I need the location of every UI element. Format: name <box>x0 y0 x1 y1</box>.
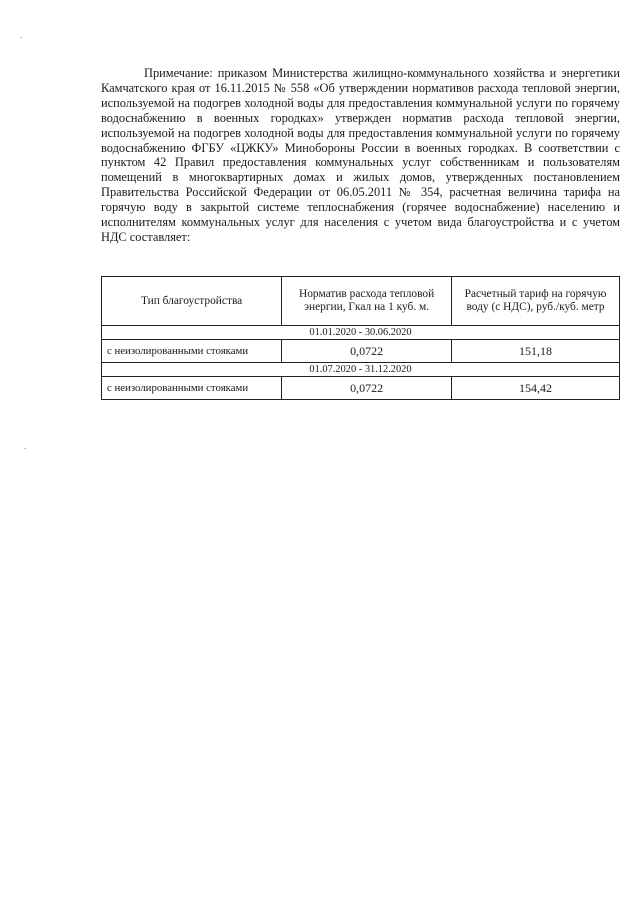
header-norm: Норматив расхода тепловой энергии, Гкал на 1 куб. м. <box>282 277 452 326</box>
cell-tariff: 154,42 <box>452 377 620 400</box>
cell-type: с неизолированными стояками <box>102 377 282 400</box>
period-label: 01.01.2020 - 30.06.2020 <box>102 326 620 340</box>
cell-type: с неизолированными стояками <box>102 340 282 363</box>
header-tariff: Расчетный тариф на горячую воду (с НДС), руб./куб. метр <box>452 277 620 326</box>
tariff-table <box>101 276 620 400</box>
scan-speck <box>24 448 26 449</box>
scan-speck <box>20 37 22 38</box>
header-type: Тип благоустройства <box>102 277 282 326</box>
cell-norm: 0,0722 <box>282 377 452 400</box>
table-row <box>102 340 620 363</box>
cell-norm: 0,0722 <box>282 340 452 363</box>
period-label: 01.07.2020 - 31.12.2020 <box>102 363 620 377</box>
period-row <box>102 326 620 340</box>
period-row <box>102 363 620 377</box>
note-paragraph: Примечание: приказом Министерства жилищно-коммунального хозяйства и энергетики Камчатского края от 16.11.2015 № 558 «Об утверждении нормативов расхода тепловой энергии, используемой на подогрев холодной воды для предоставления коммунальной услуги по горячему водоснабжению в военных городках» утвержден норматив расхода тепловой энергии, используемой на подогрев холодной воды для предоставления коммунальной услуги по горячему водоснабжению ФГБУ «ЦЖКУ» Минобороны России в военных городках. В соответствии с пунктом 42 Правил предоставления коммунальных услуг собственникам и пользователям помещений в многоквартирных домах и жилых домов, утвержденных постановлением Правительства Российской Федерации от 06.05.2011 № 354, расчетная величина тарифа на горячую воду в закрытой системе теплоснабжения (горячее водоснабжение) населению и исполнителям коммунальных услуг для населения с учетом вида благоустройства и с учетом НДС составляет: <box>101 66 620 244</box>
cell-tariff: 151,18 <box>452 340 620 363</box>
table-row <box>102 377 620 400</box>
table-header-row <box>102 277 620 326</box>
